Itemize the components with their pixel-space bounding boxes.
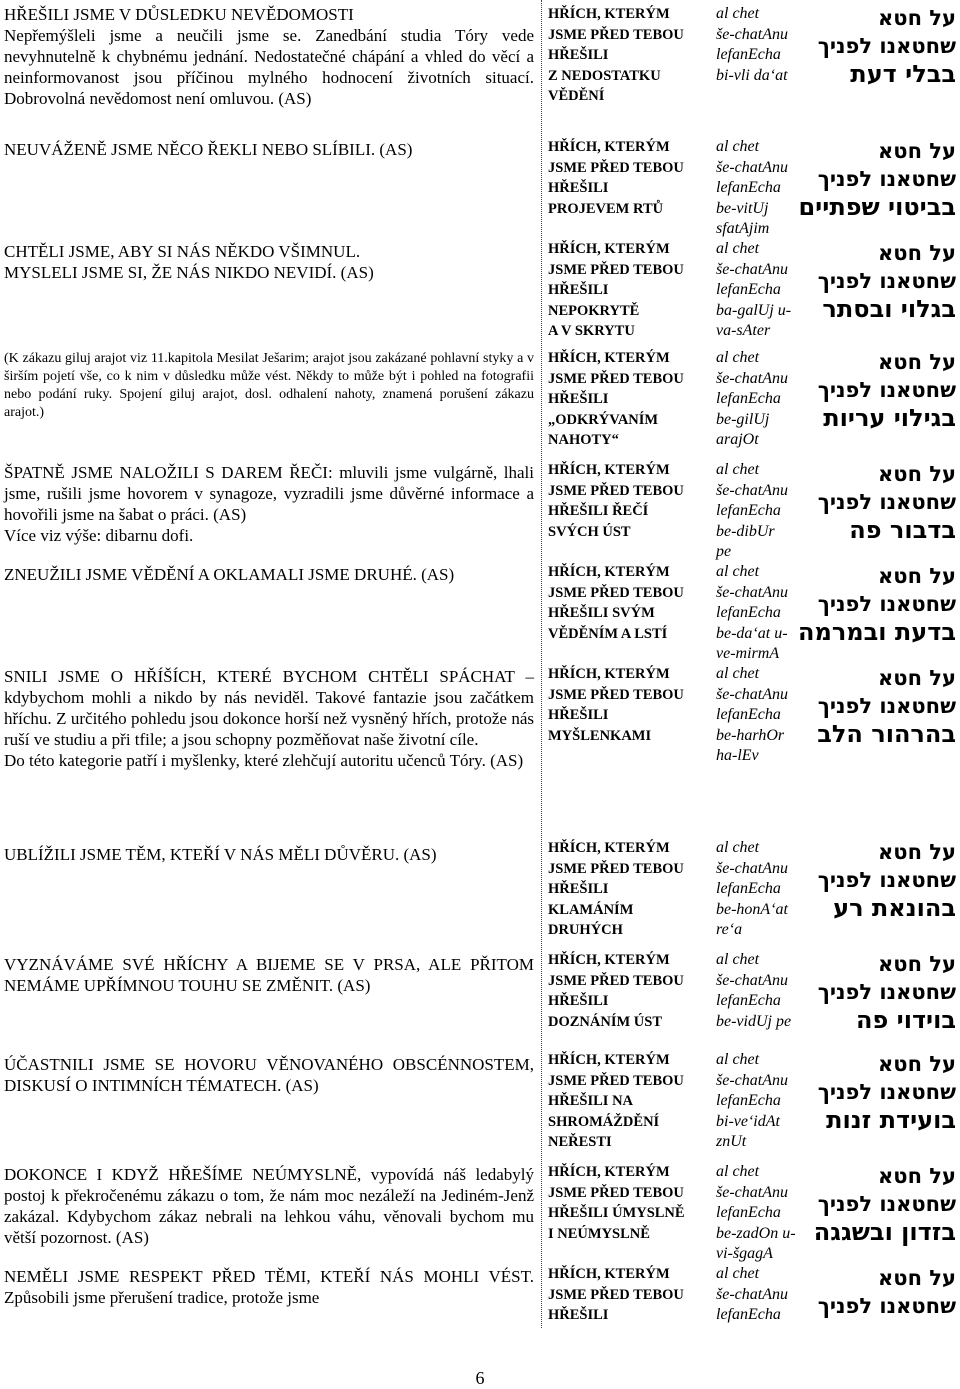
translit-line: be-dibUr <box>716 522 775 540</box>
hebrew-line: שחטאנו לפניך <box>817 868 956 892</box>
translit-line: še-chatAnu <box>716 685 788 703</box>
title-line: A V SKRYTU <box>548 323 635 339</box>
translit-line: al chet <box>716 951 760 968</box>
title-line: JSME PŘED TEBOU <box>548 26 684 43</box>
title-line: JSME PŘED TEBOU <box>548 1184 684 1201</box>
translit-line: arajOt <box>716 431 759 448</box>
czech-title <box>548 239 703 342</box>
title-line: HŘÍCH, KTERÝM <box>548 139 670 155</box>
czech-title <box>548 562 703 644</box>
title-line: HŘÍCH, KTERÝM <box>548 350 670 366</box>
translit-line: ha-lEv <box>716 747 759 764</box>
translit-line: lefanEcha <box>716 46 781 63</box>
hebrew-line: על חטא <box>878 139 956 163</box>
transliteration <box>716 460 816 563</box>
hebrew-text <box>806 460 956 544</box>
transliteration <box>716 838 816 941</box>
czech-title <box>548 664 703 746</box>
title-line: JSME PŘED TEBOU <box>548 686 684 703</box>
transliteration <box>716 562 816 665</box>
hebrew-text <box>806 4 956 88</box>
czech-title <box>548 950 703 1032</box>
title-line: I NEÚMYSLNĚ <box>548 1225 650 1242</box>
entry-paragraph: UBLÍŽILI JSME TĚM, KTEŘÍ V NÁS MĚLI DŮVĚRU. (AS) <box>4 845 437 864</box>
translit-line: al chet <box>716 138 760 155</box>
title-line: HŘEŠILI <box>548 391 609 407</box>
hebrew-line: בהונאת רע <box>833 894 956 922</box>
title-line: VĚDĚNÍ <box>548 88 605 104</box>
title-line: HŘEŠILI <box>548 993 609 1009</box>
hebrew-line: שחטאנו לפניך <box>817 490 956 514</box>
transliteration <box>716 664 816 767</box>
entry-paragraph: Nepřemýšleli jsme a neučili jsme se. Zanedbání studia Tóry vede nevyhnutelně k chybnému jednání. Nedostatečné chápání a vhled do věcí a neinformovanost jsou příčinou mylného hodnocení životních situací. Dobrovolná nevědomost není omluvou. (AS) <box>4 26 534 108</box>
translit-line: lefanEcha <box>716 604 781 621</box>
translit-line: znUt <box>716 1133 747 1150</box>
hebrew-line: על חטא <box>878 1052 956 1076</box>
title-line: JSME PŘED TEBOU <box>548 860 684 877</box>
translit-line: lefanEcha <box>716 880 781 897</box>
title-line: NAHOTY“ <box>548 432 619 448</box>
title-line: NEŘESTI <box>548 1134 612 1150</box>
translit-line: be-gilUj <box>716 410 770 428</box>
hebrew-line: בהרהור הלב <box>817 720 956 748</box>
hebrew-line: על חטא <box>878 241 956 265</box>
hebrew-line: שחטאנו לפניך <box>817 378 956 402</box>
translit-line: be-harhOr <box>716 726 785 744</box>
title-line: HŘEŠILI <box>548 1307 609 1323</box>
translit-line: al chet <box>716 839 760 856</box>
translit-line: al chet <box>716 240 760 257</box>
hebrew-line: שחטאנו לפניך <box>817 980 956 1004</box>
translit-line: be-zadOn u- <box>716 1224 796 1242</box>
explanation-text <box>4 241 534 283</box>
translit-line: re‘a <box>716 921 743 938</box>
transliteration <box>716 348 816 451</box>
explanation-text <box>4 1054 534 1096</box>
column-divider <box>541 0 542 1328</box>
hebrew-line: שחטאנו לפניך <box>817 269 956 293</box>
translit-line: lefanEcha <box>716 179 781 196</box>
translit-line: lefanEcha <box>716 992 781 1009</box>
transliteration <box>716 950 816 1032</box>
hebrew-line: בביטוי שפתיים <box>798 193 956 221</box>
transliteration <box>716 4 816 86</box>
hebrew-line: על חטא <box>878 666 956 690</box>
title-line: HŘEŠILI <box>548 881 609 897</box>
title-line: HŘÍCH, KTERÝM <box>548 666 670 682</box>
title-line: SHROMÁŽDĚNÍ <box>548 1113 660 1130</box>
translit-line: bi-ve‘idAt <box>716 1112 780 1130</box>
hebrew-line: על חטא <box>878 6 956 30</box>
hebrew-line: שחטאנו לפניך <box>817 1294 956 1318</box>
hebrew-line: בדבור פה <box>849 516 956 544</box>
entry-paragraph: DOKONCE I KDYŽ HŘEŠÍME NEÚMYSLNĚ, vypovídá náš ledabylý postoj k překročenému zákazu o tom, že nám moc nezáleží na Jediném-Jenž zakázal. Kdybychom zákaz nebrali na lehkou váhu, věnovali bychom mu větší pozornost. (AS) <box>4 1165 534 1247</box>
entry-paragraph: ŠPATNĚ JSME NALOŽILI S DAREM ŘEČI: mluvili jsme vulgárně, lhali jsme, rušili jsme hovorem v synagoze, vyzradili jsme důvěrné informace a hovořili jsme na šabat o práci. (AS) <box>4 463 534 524</box>
translit-line: vi-šgagA <box>716 1245 773 1262</box>
hebrew-line: בגילוי עריות <box>823 404 956 432</box>
title-line: JSME PŘED TEBOU <box>548 261 684 278</box>
entry-paragraph: NEMĚLI JSME RESPEKT PŘED TĚMI, KTEŘÍ NÁS MOHLI VÉST. Způsobili jsme přerušení tradice, protože jsme <box>4 1267 534 1307</box>
title-line: HŘÍCH, KTERÝM <box>548 1266 670 1282</box>
title-line: HŘEŠILI <box>548 47 609 63</box>
translit-line: še-chatAnu <box>716 1183 788 1201</box>
translit-line: be-da‘at u- <box>716 624 788 642</box>
czech-title <box>548 460 703 542</box>
translit-line: še-chatAnu <box>716 369 788 387</box>
title-line: HŘÍCH, KTERÝM <box>548 1164 670 1180</box>
translit-line: al chet <box>716 349 760 366</box>
title-line: MYŠLENKAMI <box>548 727 652 744</box>
hebrew-text <box>806 1264 956 1320</box>
entry-paragraph: NEUVÁŽENĚ JSME NĚCO ŘEKLI NEBO SLÍBILI. (AS) <box>4 140 413 159</box>
title-line: HŘEŠILI NA <box>548 1093 634 1109</box>
translit-line: še-chatAnu <box>716 859 788 877</box>
entry-paragraph: ZNEUŽILI JSME VĚDĚNÍ A OKLAMALI JSME DRUHÉ. (AS) <box>4 565 455 584</box>
czech-title <box>548 348 703 451</box>
translit-line: al chet <box>716 563 760 580</box>
hebrew-line: בזדון ובשגגה <box>813 1218 956 1246</box>
entry-paragraph: CHTĚLI JSME, ABY SI NÁS NĚKDO VŠIMNUL. <box>4 242 361 261</box>
title-line: HŘEŠILI <box>548 282 609 298</box>
translit-line: al chet <box>716 5 760 22</box>
entry-note: (K zákazu giluj arajot viz 11.kapitola Mesilat Ješarim; arajot jsou zakázané pohlavní styky a v širším pojetí vše, co k nim v důsledku může vést. Někdy to může být i pohled na fotografii nebo podání ruky. Spojení giluj arajot, dosl. odhalení nahoty, znamená porušení zákazu arajot.) <box>4 351 534 420</box>
czech-title <box>548 4 703 107</box>
transliteration <box>716 1162 816 1265</box>
transliteration <box>716 1050 816 1153</box>
title-line: HŘÍCH, KTERÝM <box>548 564 670 580</box>
hebrew-line: בגלוי ובסתר <box>822 295 956 323</box>
hebrew-line: בדעת ובמרמה <box>797 618 956 646</box>
title-line: HŘÍCH, KTERÝM <box>548 462 670 478</box>
translit-line: be-vidUj pe <box>716 1012 792 1030</box>
translit-line: va-sAter <box>716 322 771 339</box>
translit-line: še-chatAnu <box>716 260 788 278</box>
title-line: HŘEŠILI ÚMYSLNĚ <box>548 1205 685 1221</box>
title-line: JSME PŘED TEBOU <box>548 1072 684 1089</box>
title-line: PROJEVEM RTŮ <box>548 200 664 217</box>
hebrew-line: שחטאנו לפניך <box>817 1080 956 1104</box>
hebrew-line: בבלי דעת <box>850 60 956 88</box>
explanation-text <box>4 4 534 109</box>
title-line: KLAMÁNÍM <box>548 901 634 918</box>
transliteration <box>716 137 816 240</box>
title-line: JSME PŘED TEBOU <box>548 482 684 499</box>
hebrew-line: בועידת זנות <box>826 1106 956 1134</box>
title-line: JSME PŘED TEBOU <box>548 972 684 989</box>
hebrew-line: שחטאנו לפניך <box>817 34 956 58</box>
title-line: HŘÍCH, KTERÝM <box>548 6 670 22</box>
explanation-text <box>4 844 534 865</box>
title-line: JSME PŘED TEBOU <box>548 1286 684 1303</box>
hebrew-line: על חטא <box>878 952 956 976</box>
hebrew-text <box>798 137 956 221</box>
translit-line: lefanEcha <box>716 281 781 298</box>
translit-line: sfatAjim <box>716 220 770 237</box>
hebrew-text <box>806 348 956 432</box>
title-line: HŘEŠILI <box>548 180 609 196</box>
transliteration <box>716 1264 816 1326</box>
hebrew-line: על חטא <box>878 350 956 374</box>
translit-line: še-chatAnu <box>716 1285 788 1303</box>
translit-line: še-chatAnu <box>716 481 788 499</box>
translit-line: lefanEcha <box>716 1204 781 1221</box>
entry-heading: HŘEŠILI JSME V DŮSLEDKU NEVĚDOMOSTI <box>4 5 354 24</box>
title-line: HŘEŠILI SVÝM <box>548 605 655 621</box>
title-line: NEPOKRYTĚ <box>548 302 640 319</box>
entry-paragraph: Do této kategorie patří i myšlenky, které zlehčují autoritu učenců Tóry. (AS) <box>4 751 524 770</box>
hebrew-text <box>806 1050 956 1134</box>
hebrew-line: על חטא <box>878 840 956 864</box>
hebrew-text <box>806 239 956 323</box>
hebrew-line: על חטא <box>878 564 956 588</box>
title-line: HŘÍCH, KTERÝM <box>548 952 670 968</box>
translit-line: še-chatAnu <box>716 971 788 989</box>
hebrew-text <box>797 562 956 646</box>
explanation-text <box>4 1266 534 1308</box>
translit-line: še-chatAnu <box>716 25 788 43</box>
translit-line: ve-mirmA <box>716 645 780 662</box>
title-line: HŘÍCH, KTERÝM <box>548 1052 670 1068</box>
explanation-text <box>4 462 534 546</box>
explanation-text <box>4 350 534 422</box>
hebrew-text <box>806 838 956 922</box>
translit-line: be-vitUj <box>716 199 769 217</box>
explanation-text <box>4 1164 534 1248</box>
title-line: „ODKRÝVANÍM <box>548 411 659 428</box>
title-line: VĚDĚNÍM A LSTÍ <box>548 625 668 642</box>
hebrew-text <box>806 1162 956 1246</box>
translit-line: še-chatAnu <box>716 583 788 601</box>
hebrew-line: שחטאנו לפניך <box>817 694 956 718</box>
title-line: DOZNÁNÍM ÚST <box>548 1013 662 1030</box>
entry-paragraph: Více viz výše: dibarnu dofi. <box>4 526 194 545</box>
title-line: Z NEDOSTATKU <box>548 67 661 84</box>
czech-title <box>548 137 703 219</box>
translit-line: ba-galUj u- <box>716 301 792 319</box>
explanation-text <box>4 564 534 585</box>
czech-title <box>548 838 703 941</box>
title-line: SVÝCH ÚST <box>548 523 631 540</box>
hebrew-line: שחטאנו לפניך <box>817 592 956 616</box>
entry-paragraph: ÚČASTNILI JSME SE HOVORU VĚNOVANÉHO OBSCÉNNOSTEM, DISKUSÍ O INTIMNÍCH TÉMATECH. (AS) <box>4 1055 534 1095</box>
czech-title <box>548 1264 703 1326</box>
hebrew-text <box>806 950 956 1034</box>
czech-title <box>548 1162 703 1244</box>
title-line: HŘÍCH, KTERÝM <box>548 241 670 257</box>
translit-line: al chet <box>716 461 760 478</box>
translit-line: lefanEcha <box>716 390 781 407</box>
czech-title <box>548 1050 703 1153</box>
translit-line: al chet <box>716 665 760 682</box>
translit-line: bi-vli da‘at <box>716 66 788 84</box>
translit-line: pe <box>716 543 732 560</box>
transliteration <box>716 239 816 342</box>
translit-line: be-honA‘at <box>716 900 788 918</box>
translit-line: še-chatAnu <box>716 158 788 176</box>
translit-line: lefanEcha <box>716 706 781 723</box>
hebrew-line: על חטא <box>878 1266 956 1290</box>
hebrew-text <box>806 664 956 748</box>
translit-line: al chet <box>716 1051 760 1068</box>
title-line: HŘEŠILI ŘEČÍ <box>548 503 649 519</box>
title-line: JSME PŘED TEBOU <box>548 370 684 387</box>
title-line: HŘEŠILI <box>548 707 609 723</box>
hebrew-line: שחטאנו לפניך <box>817 167 956 191</box>
translit-line: lefanEcha <box>716 1092 781 1109</box>
translit-line: lefanEcha <box>716 1306 781 1323</box>
translit-line: al chet <box>716 1163 760 1180</box>
explanation-text <box>4 954 534 996</box>
hebrew-line: בוידוי פה <box>856 1006 956 1034</box>
hebrew-line: על חטא <box>878 462 956 486</box>
page-number: 6 <box>475 1368 485 1388</box>
title-line: DRUHÝCH <box>548 922 623 938</box>
entry-paragraph: SNILI JSME O HŘÍŠÍCH, KTERÉ BYCHOM CHTĚLI SPÁCHAT – kdybychom mohli a nikdo by nás neviděl. Takové fantazie jsou začátkem hříchu. Z určitého pohledu jsou dokonce horší než vysněný hřích, protože nás ruší ve studiu a při tfile; a jsou schopny pozměňovat naše životní cíle. <box>4 667 534 749</box>
explanation-text <box>4 139 534 160</box>
title-line: JSME PŘED TEBOU <box>548 584 684 601</box>
explanation-text <box>4 666 534 771</box>
title-line: JSME PŘED TEBOU <box>548 159 684 176</box>
entry-paragraph: MYSLELI JSME SI, ŽE NÁS NIKDO NEVIDÍ. (AS) <box>4 263 374 282</box>
translit-line: še-chatAnu <box>716 1071 788 1089</box>
hebrew-line: שחטאנו לפניך <box>817 1192 956 1216</box>
title-line: HŘÍCH, KTERÝM <box>548 840 670 856</box>
hebrew-line: על חטא <box>878 1164 956 1188</box>
entry-paragraph: VYZNÁVÁME SVÉ HŘÍCHY A BIJEME SE V PRSA, ALE PŘITOM NEMÁME UPŘÍMNOU TOUHU SE ZMĚNIT. (AS) <box>4 955 534 995</box>
translit-line: al chet <box>716 1265 760 1282</box>
translit-line: lefanEcha <box>716 502 781 519</box>
